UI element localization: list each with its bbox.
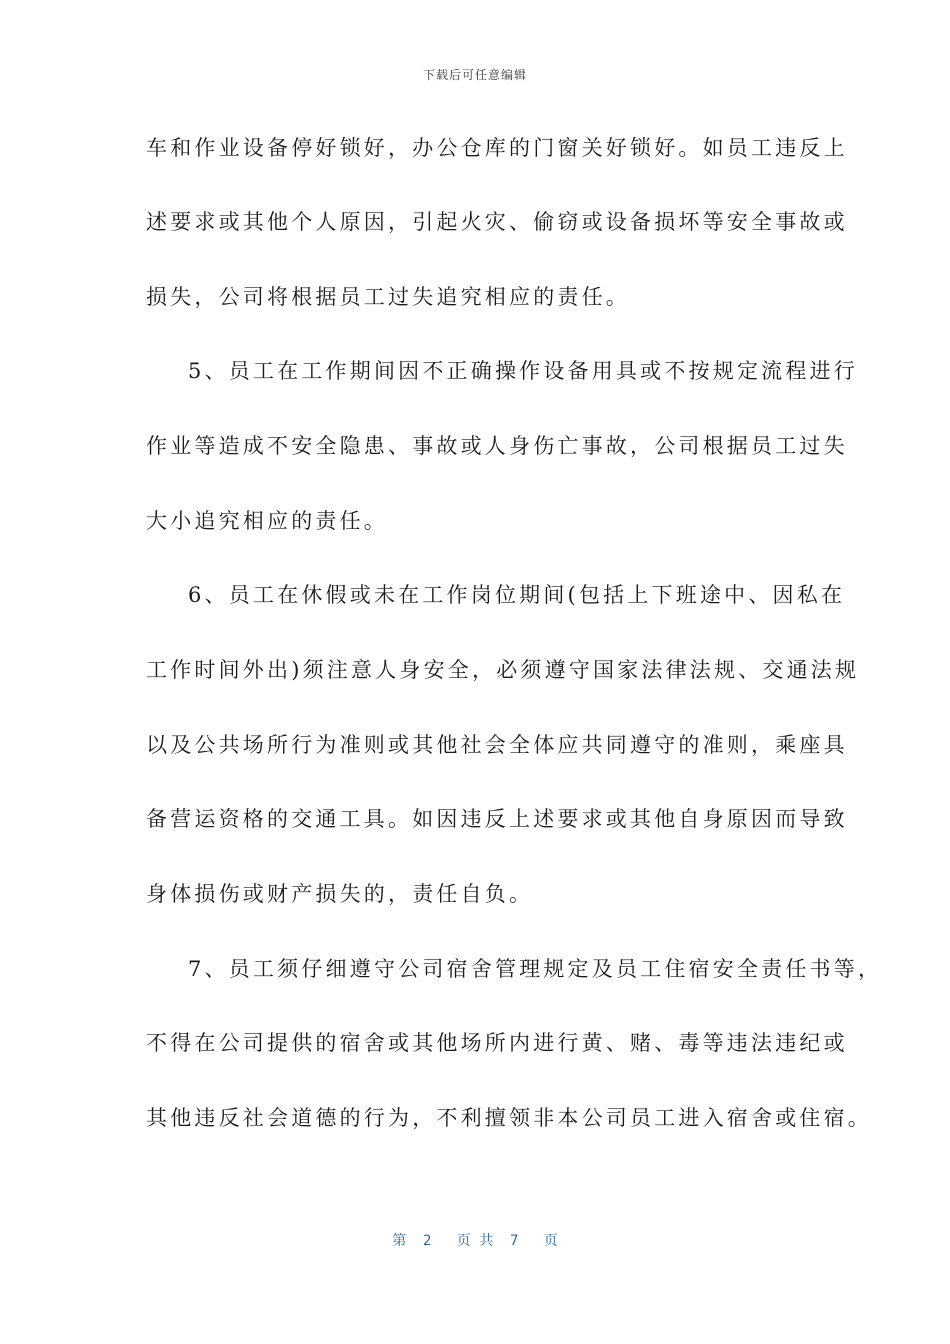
body-line: 工作时间外出)须注意人身安全，必须遵守国家法律法规、交通法规 <box>146 658 860 682</box>
body-line: 其他违反社会道德的行为，不利擅领非本公司员工进入宿舍或住宿。 <box>146 1106 872 1130</box>
body-line: 作业等造成不安全隐患、事故或人身伤亡事故，公司根据员工过失 <box>146 434 848 458</box>
body-line: 身体损伤或财产损失的，责任自负。 <box>146 882 534 906</box>
body-line: 不得在公司提供的宿舍或其他场所内进行黄、赌、毒等违法违纪或 <box>146 1031 848 1055</box>
body-line: 车和作业设备停好锁好，办公仓库的门窗关好锁好。如员工违反上 <box>146 136 848 160</box>
body-line: 述要求或其他个人原因，引起火灾、偷窃或设备损坏等安全事故或 <box>146 210 848 234</box>
body-line: 备营运资格的交通工具。如因违反上述要求或其他自身原因而导致 <box>146 807 848 831</box>
body-line: 以及公共场所行为准则或其他社会全体应共同遵守的准则，乘座具 <box>146 733 848 757</box>
header-note: 下载后可任意编辑 <box>422 68 527 82</box>
body-line: 5、员工在工作期间因不正确操作设备用具或不按规定流程进行 <box>188 359 858 383</box>
body-line: 7、员工须仔细遵守公司宿舍管理规定及员工住宿安全责任书等， <box>188 957 883 981</box>
page-number-footer: 第 2 页 共 7 页 <box>392 1233 558 1249</box>
body-line: 6、员工在休假或未在工作岗位期间(包括上下班途中、因私在 <box>188 583 846 607</box>
body-line: 损失，公司将根据员工过失追究相应的责任。 <box>146 285 630 309</box>
body-line: 大小追究相应的责任。 <box>146 509 388 533</box>
